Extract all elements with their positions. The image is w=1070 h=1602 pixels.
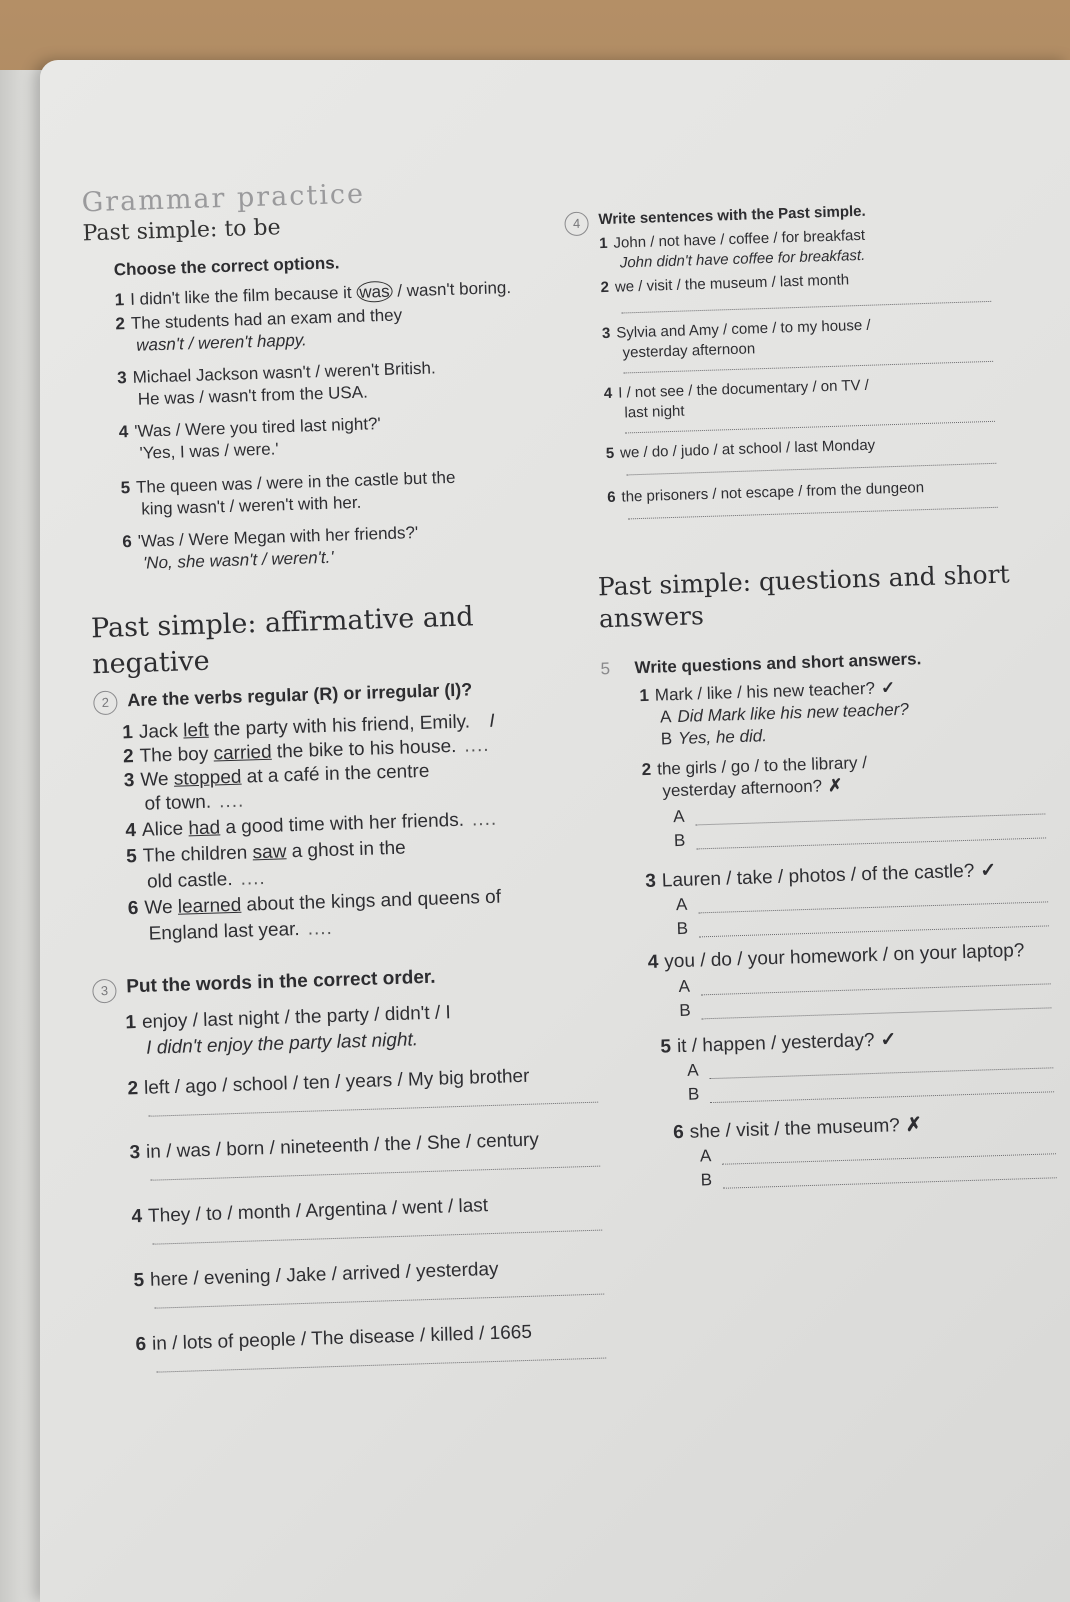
ex5-label-5b: B — [687, 1084, 700, 1104]
ex4-answer-line-2[interactable] — [621, 301, 991, 314]
ex5-instruction: Write questions and short answers. — [634, 649, 922, 678]
ex2-item-4: 4 Alice had a good time with her friends. .... — [125, 808, 498, 842]
ex4-badge: 4 — [564, 212, 589, 237]
section-heading-affirmative: Past simple: affirmative and negative — [90, 601, 474, 681]
ex4-item-3: 3 Sylvia and Amy / come / to my house / — [601, 316, 871, 343]
ex3-answer-line-4[interactable] — [152, 1230, 602, 1245]
ex1-item-4: 4 'Was / Were you tired last night?' — [118, 414, 382, 442]
ex2-item-3-line2: of town. .... — [144, 790, 245, 815]
ex4-item-5: 5 we / do / judo / at school / last Monday — [605, 436, 876, 463]
ex5-item-2-line2: yesterday afternoon? ✗ — [662, 775, 843, 801]
ex5-answer-line-6b[interactable] — [723, 1177, 1057, 1188]
ex2-item-3: 3 We stopped at a café in the centre — [123, 760, 430, 792]
ex3-item-5: 5 here / evening / Jake / arrived / yesterday — [133, 1258, 499, 1292]
ex4-instruction: Write sentences with the Past simple. — [598, 202, 866, 229]
ex4-item-3-line2: yesterday afternoon — [622, 340, 756, 362]
ex5-answer-1a: A Did Mark like his new teacher? — [659, 699, 910, 727]
ex5-item-1: 1 Mark / like / his new teacher? ✓ — [639, 678, 896, 706]
ex4-item-1: 1 John / not have / coffee / for breakfast — [598, 226, 866, 253]
cross-icon: ✗ — [827, 775, 843, 796]
section-heading-to-be: Past simple: to be — [82, 215, 281, 247]
ex5-item-2: 2 the girls / go / to the library / — [641, 753, 868, 780]
ex5-item-5: 5 it / happen / yesterday? ✓ — [660, 1029, 897, 1058]
ex5-answer-line-3b[interactable] — [699, 925, 1049, 937]
tick-icon: ✓ — [880, 678, 896, 698]
ex5-label-3b: B — [676, 918, 689, 939]
ex2-item-5-line2: old castle. .... — [146, 867, 266, 893]
ex1-item-5-line2: king wasn't / weren't with her. — [141, 492, 362, 519]
section-heading-questions: Past simple: questions and short answers — [597, 559, 1011, 634]
ex4-answer-line-3[interactable] — [623, 361, 993, 374]
ex3-answer-1: I didn't enjoy the party last night. — [145, 1029, 419, 1059]
ex2-item-1: 1 Jack left the party with his friend, Emily. I — [122, 710, 495, 744]
ex5-badge: 5 — [600, 659, 611, 679]
ex4-answer-line-6[interactable] — [628, 507, 998, 520]
ex4-item-6: 6 the prisoners / not escape / from the dungeon — [606, 479, 925, 507]
ex3-item-1: 1 enjoy / last night / the party / didn't / I — [125, 1002, 452, 1034]
ex3-answer-line-3[interactable] — [150, 1166, 600, 1181]
ex5-answer-line-4a[interactable] — [701, 983, 1051, 995]
ex2-item-5: 5 The children saw a ghost in the — [125, 837, 407, 868]
ex4-item-4: 4 I / not see / the documentary / on TV / — [603, 376, 870, 403]
ex5-answer-line-5b[interactable] — [710, 1091, 1054, 1103]
ex1-item-2-line2: wasn't / weren't happy. — [135, 330, 307, 355]
cross-icon: ✗ — [905, 1114, 923, 1136]
ex5-item-4: 4 you / do / your homework / on your laptop? — [647, 940, 1025, 973]
page-content — [62, 119, 1070, 1399]
ex1-item-5: 5 The queen was / were in the castle but the — [120, 467, 456, 498]
ex5-label-5a: A — [686, 1060, 699, 1080]
ex2-item-6-line2: England last year. .... — [148, 917, 334, 945]
ex2-item-2: 2 The boy carried the bike to his house. .... — [122, 734, 490, 768]
ex1-item-1: 1 I didn't like the film because it was / wasn't boring. — [114, 277, 512, 310]
ex3-item-4: 4 They / to / month / Argentina / went / last — [131, 1195, 489, 1228]
page-title: Grammar practice — [81, 178, 366, 219]
ex3-instruction: Put the words in the correct order. — [125, 966, 436, 998]
ex1-instruction: Choose the correct options. — [113, 253, 340, 280]
ex5-answer-line-5a[interactable] — [709, 1067, 1053, 1079]
ex1-item-2: 2 The students had an exam and they — [115, 305, 403, 334]
ex5-label-2a: A — [672, 806, 685, 827]
ex5-item-3: 3 Lauren / take / photos / of the castle? ✓ — [644, 860, 997, 893]
ex2-instruction: Are the verbs regular (R) or irregular (I)? — [127, 679, 473, 711]
ex5-answer-line-4b[interactable] — [702, 1007, 1052, 1019]
ex5-answer-line-2b[interactable] — [696, 837, 1046, 849]
ex3-answer-line-5[interactable] — [154, 1294, 604, 1309]
ex5-label-6a: A — [699, 1146, 712, 1166]
circled-answer: was — [356, 281, 393, 303]
ex3-answer-line-6[interactable] — [156, 1358, 606, 1373]
ex5-label-6b: B — [700, 1170, 713, 1190]
ex1-item-4-line2: 'Yes, I was / were.' — [139, 439, 279, 463]
ex5-answer-1b: B Yes, he did. — [660, 726, 768, 749]
ex5-answer-line-3a[interactable] — [698, 901, 1048, 913]
ex1-item-3: 3 Michael Jackson wasn't / weren't British. — [116, 358, 436, 388]
ex2-badge: 2 — [93, 691, 118, 716]
ex1-item-3-line2: He was / wasn't from the USA. — [137, 382, 369, 409]
ex5-label-4a: A — [678, 976, 691, 997]
ex1-item-6: 6 'Was / Were Megan with her friends?' — [122, 523, 419, 552]
ex4-answer-1: John didn't have coffee for breakfast. — [619, 246, 866, 272]
ex2-item-6: 6 We learned about the kings and queens of — [127, 886, 502, 920]
ex3-item-6: 6 in / lots of people / The disease / killed / 1665 — [135, 1321, 533, 1356]
ex4-item-4-line2: last night — [624, 402, 685, 422]
ex5-answer-line-6a[interactable] — [722, 1153, 1056, 1164]
ex3-item-2: 2 left / ago / school / ten / years / My big brother — [127, 1065, 530, 1100]
ex5-label-3a: A — [675, 894, 688, 915]
ex5-label-4b: B — [679, 1000, 691, 1021]
ex3-answer-line-2[interactable] — [148, 1102, 598, 1117]
ex2-answer-1: I — [488, 710, 495, 732]
ex3-badge: 3 — [92, 979, 117, 1004]
ex4-answer-line-4[interactable] — [625, 421, 995, 434]
tick-icon: ✓ — [980, 860, 997, 882]
ex4-item-2: 2 we / visit / the museum / last month — [600, 271, 850, 297]
tick-icon: ✓ — [880, 1029, 897, 1051]
ex1-item-6-line2: 'No, she wasn't / weren't.' — [142, 547, 334, 573]
ex5-item-6: 6 she / visit / the museum? ✗ — [672, 1114, 923, 1144]
ex5-label-2b: B — [673, 830, 686, 851]
ex5-answer-line-2a[interactable] — [695, 813, 1045, 825]
ex3-item-3: 3 in / was / born / nineteenth / the / She / century — [129, 1129, 540, 1164]
ex4-answer-line-5[interactable] — [626, 463, 996, 476]
